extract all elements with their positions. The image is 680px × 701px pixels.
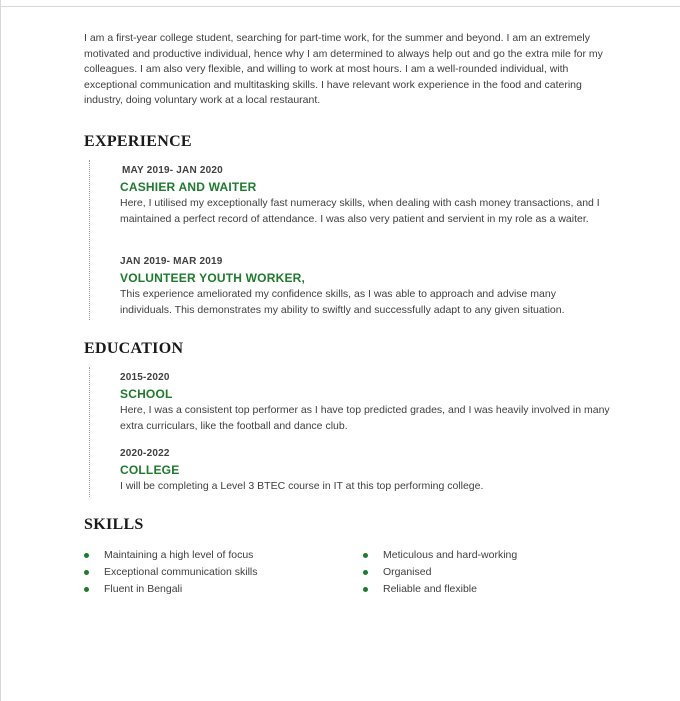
experience-entry bbox=[120, 255, 610, 318]
entry-date: JAN 2019- MAR 2019 bbox=[120, 256, 223, 267]
entry-date: MAY 2019- JAN 2020 bbox=[122, 165, 223, 176]
entry-date: 2015-2020 bbox=[120, 372, 170, 383]
bullet-icon bbox=[84, 553, 89, 558]
entry-description: This experience ameliorated my confidence skills, as I was able to approach and advise many individuals. This demonstrates my ability to swiftly and successfully adapt to any given situation. bbox=[120, 288, 565, 316]
bullet-icon bbox=[363, 587, 368, 592]
entry-description: I will be completing a Level 3 BTEC course in IT at this top performing college. bbox=[120, 480, 484, 492]
entry-title: CASHIER AND WAITER bbox=[120, 180, 257, 194]
bullet-icon bbox=[84, 570, 89, 575]
entry-description: Here, I utilised my exceptionally fast numeracy skills, when dealing with cash money transactions, and I maintained a perfect record of attendance. I was also very patient and servient in my role as a waiter. bbox=[120, 197, 600, 225]
experience-heading: EXPERIENCE bbox=[84, 133, 192, 150]
bullet-icon bbox=[363, 553, 368, 558]
entry-title: SCHOOL bbox=[120, 387, 173, 401]
entry-title: COLLEGE bbox=[120, 463, 180, 477]
bullet-icon bbox=[84, 587, 89, 592]
experience-timeline bbox=[89, 160, 91, 320]
entry-description: Here, I was a consistent top performer as I have top predicted grades, and I was heavily involved in many extra curriculars, like the football and dance club. bbox=[120, 404, 610, 432]
skill-item bbox=[363, 547, 517, 564]
skill-label: Meticulous and hard-working bbox=[383, 549, 518, 561]
skills-list-right bbox=[363, 547, 517, 598]
skill-item bbox=[84, 581, 257, 598]
skill-label: Reliable and flexible bbox=[383, 583, 477, 595]
bullet-icon bbox=[363, 570, 368, 575]
skills-list-left bbox=[84, 547, 257, 598]
skill-item bbox=[84, 564, 257, 581]
education-entry bbox=[120, 447, 610, 495]
skills-heading: SKILLS bbox=[84, 516, 144, 533]
entry-date: 2020-2022 bbox=[120, 448, 170, 459]
education-entry bbox=[120, 371, 610, 434]
skill-label: Organised bbox=[383, 566, 432, 578]
education-heading: EDUCATION bbox=[84, 340, 184, 357]
profile-summary: I am a first-year college student, searching for part-time work, for the summer and beyond. I am an extremely motivated and productive individual, hence why I am determined to always help out and go the extra mile for my colleagues. I am also very flexible, and willing to work at most hours. I am a well-rounded individual, with exceptional communication and multitasking skills. I have relevant work experience in the food and catering industry, doing voluntary work at a local restaurant. bbox=[84, 32, 603, 106]
skill-item bbox=[363, 564, 517, 581]
entry-title: VOLUNTEER YOUTH WORKER, bbox=[120, 271, 306, 285]
experience-entry-body bbox=[120, 179, 610, 227]
education-timeline bbox=[89, 367, 91, 497]
skill-item bbox=[363, 581, 517, 598]
skill-item bbox=[84, 547, 257, 564]
skill-label: Exceptional communication skills bbox=[104, 566, 258, 578]
experience-entry bbox=[122, 164, 612, 177]
skill-label: Maintaining a high level of focus bbox=[104, 549, 254, 561]
skill-label: Fluent in Bengali bbox=[104, 583, 183, 595]
